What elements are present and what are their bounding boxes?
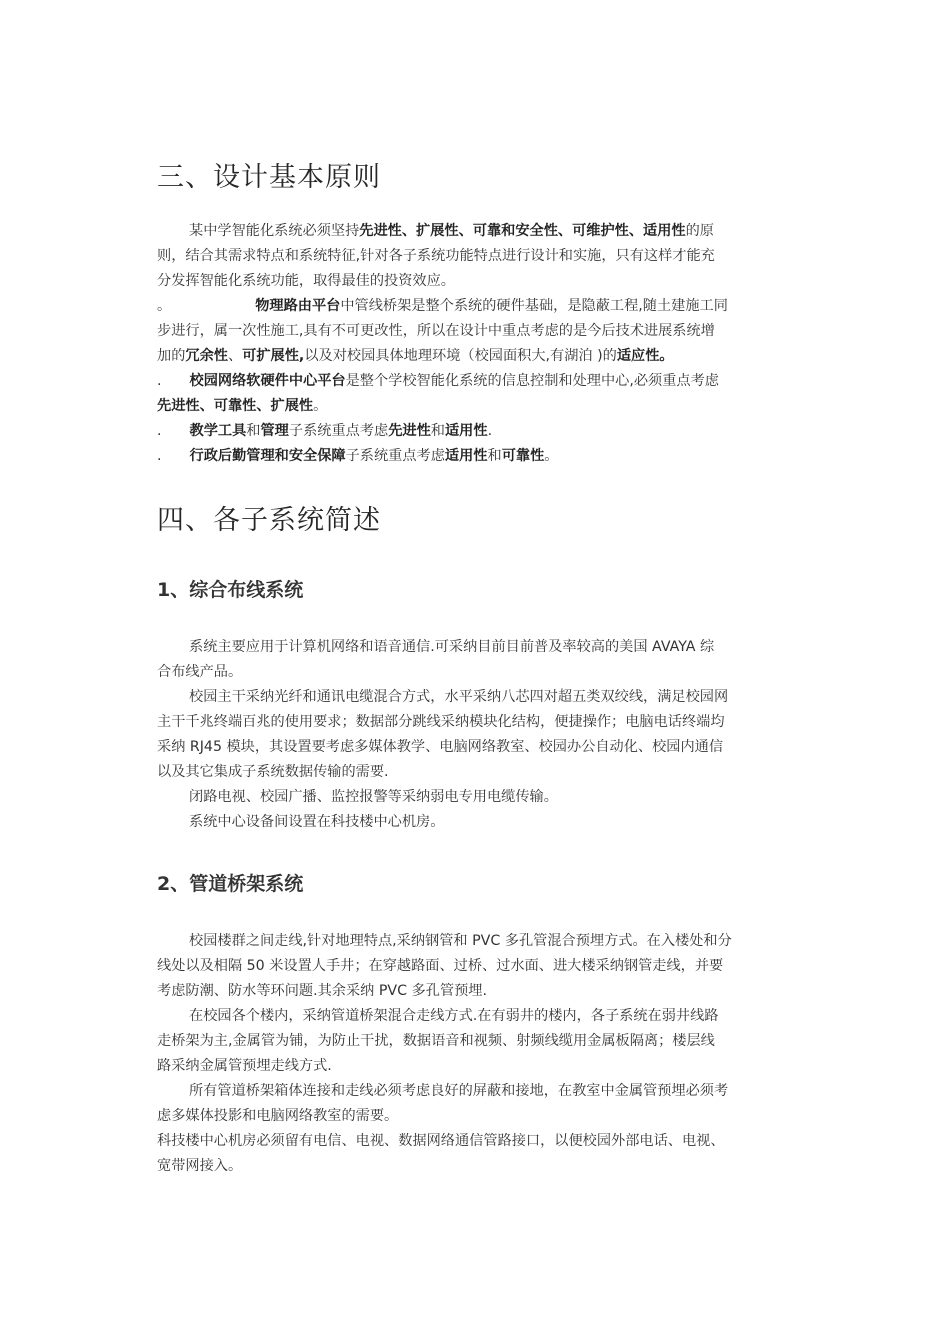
bold-text-run: 行政后勤管理和安全保障 [189, 448, 346, 464]
bold-text-run: 校园网络软硬件中心平台 [189, 373, 346, 389]
paragraph-line: 闭路电视、校园广播、监控报警等采纳弱电专用电缆传输。 [189, 789, 558, 805]
bold-text-run: 管理 [260, 423, 289, 439]
bullet-marker: 。 [157, 298, 172, 314]
paragraph-line [157, 296, 728, 316]
text-run: 中管线桥架是整个系统的硬件基础，是隐蔽工程,随土建施工同 [340, 298, 728, 314]
text-run: 和 [430, 423, 445, 439]
subsection-heading-conduit-tray: 2、管道桥架系统 [157, 873, 304, 895]
bullet-marker: . [157, 448, 162, 464]
paragraph-line [157, 421, 492, 441]
paragraph-line: 在校园各个楼内，采纳管道桥架混合走线方式.在有弱井的楼内，各子系统在弱井线路 [189, 1008, 719, 1024]
paragraph-line [157, 446, 558, 466]
paragraph-line: 考虑防潮、防水等环问题.其余采纳 PVC 多孔管预埋. [157, 983, 487, 999]
text-run: 子系统重点考虑 [288, 423, 389, 439]
bullet-marker: . [157, 373, 162, 389]
paragraph-line: 系统主要应用于计算机网络和语音通信.可采纳目前目前普及率较高的美国 AVAYA 综 [189, 639, 715, 655]
paragraph-line: 系统中心设备间设置在科技楼中心机房。 [189, 814, 445, 830]
bold-text-run: 冗余性 [185, 348, 228, 364]
text-run: 。 [313, 398, 328, 414]
text-run: 加的 [157, 348, 186, 364]
text-run: 的原 [685, 223, 714, 239]
section-heading-subsystems: 四、各子系统简述 [157, 505, 381, 536]
paragraph-line: 采纳 RJ45 模块，其设置要考虑多媒体教学、电脑网络教室、校园办公自动化、校园内通信 [157, 739, 724, 755]
text-run: 、 [227, 348, 243, 364]
paragraph-line [157, 396, 327, 416]
paragraph-line [157, 371, 719, 391]
bold-text-run: 先进性、可靠性、扩展性 [157, 398, 314, 414]
paragraph-line: 虑多媒体投影和电脑网络教室的需要。 [157, 1108, 399, 1124]
text-run: . [487, 423, 493, 439]
paragraph-line: 路采纳金属管预埋走线方式. [157, 1058, 332, 1074]
text-run: 某中学智能化系统必须坚持 [189, 223, 360, 239]
paragraph-line: 科技楼中心机房必须留有电信、电视、数据网络通信管路接口，以便校园外部电话、电视、 [157, 1133, 725, 1149]
text-run: 和 [487, 448, 502, 464]
text-run: 和 [246, 423, 261, 439]
text-run: 子系统重点考虑 [345, 448, 445, 464]
text-run: 。 [544, 448, 559, 464]
bold-text-run: 可靠性 [501, 448, 545, 464]
bold-text-run: 适用性 [444, 423, 488, 439]
paragraph-line: 分发挥智能化系统功能，取得最佳的投资效应。 [157, 273, 455, 289]
text-run: 以及对校园具体地理环境（校园面积大,有湖泊 )的 [304, 348, 617, 364]
bold-text-run: 先进性 [388, 423, 431, 439]
bold-text-run: 先进性、扩展性、可靠和安全性、可维护性、适用性 [359, 223, 686, 239]
bold-text-run: 教学工具 [189, 423, 247, 439]
paragraph-line: 走桥架为主,金属管为铺，为防止干扰，数据语音和视频、射频线缆用金属板隔离；楼层线 [157, 1033, 715, 1049]
paragraph-line: 线处以及相隔 50 米设置人手井；在穿越路面、过桥、过水面、进大楼采纳钢管走线，并要 [157, 958, 724, 974]
paragraph-line: 以及其它集成子系统数据传输的需要. [157, 764, 389, 780]
bold-text-run: 适用性 [444, 448, 488, 464]
text-run: 是整个学校智能化系统的信息控制和处理中心,必须重点考虑 [345, 373, 719, 389]
paragraph-line: 主干千兆终端百兆的使用要求；数据部分跳线采纳模块化结构，便捷操作；电脑电话终端均 [157, 714, 725, 730]
paragraph-line [189, 221, 714, 241]
paragraph-line: 所有管道桥架箱体连接和走线必须考虑良好的屏蔽和接地，在教室中金属管预埋必须考 [189, 1083, 729, 1099]
paragraph-line: 步进行，属一次性施工,具有不可更改性，所以在设计中重点考虑的是今后技术进展系统增 [157, 323, 715, 339]
bold-text-run: 物理路由平台 [255, 298, 341, 314]
paragraph-line: 校园楼群之间走线,针对地理特点,采纳钢管和 PVC 多孔管混合预埋方式。在入楼处和分 [189, 933, 732, 949]
subsection-heading-cabling: 1、综合布线系统 [157, 579, 304, 601]
paragraph-line: 则，结合其需求特点和系统特征,针对各子系统功能特点进行设计和实施，只有这样才能充 [157, 248, 715, 264]
paragraph-line [157, 346, 674, 366]
paragraph-line: 校园主干采纳光纤和通讯电缆混合方式，水平采纳八芯四对超五类双绞线，满足校园网 [189, 689, 729, 705]
section-heading-design-principles: 三、设计基本原则 [157, 162, 381, 193]
paragraph-line: 合布线产品。 [157, 664, 243, 680]
bullet-marker: . [157, 423, 162, 439]
paragraph-line: 宽带网接入。 [157, 1158, 243, 1174]
bold-text-run: 适应性。 [616, 348, 674, 364]
bold-text-run: 可扩展性, [242, 348, 305, 364]
